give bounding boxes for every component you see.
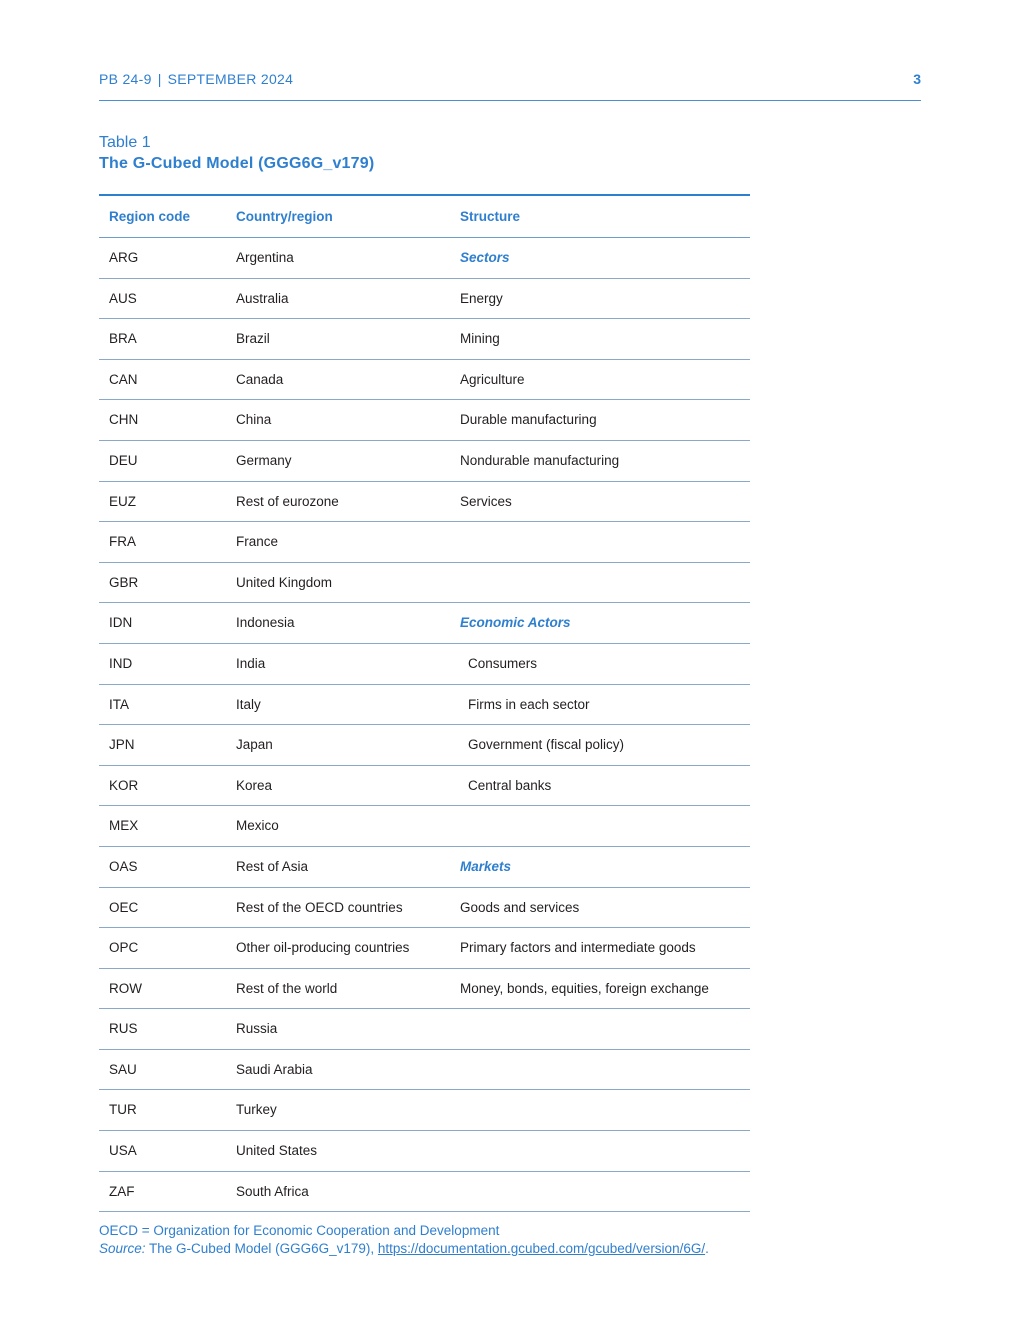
country-cell: Indonesia (236, 615, 295, 631)
table-row (99, 766, 750, 807)
country-cell: Rest of Asia (236, 858, 309, 874)
table-row (99, 725, 750, 766)
table-row (99, 279, 750, 320)
abbreviation-note: OECD = Organization for Economic Cooperation and Development (99, 1223, 500, 1238)
region-code-cell: ITA (109, 696, 129, 712)
region-code-cell: AUS (109, 290, 137, 306)
region-code-cell: RUS (109, 1021, 138, 1037)
table-row (99, 360, 750, 401)
structure-cell: Money, bonds, equities, foreign exchange (460, 980, 709, 996)
structure-cell: Central banks (468, 777, 552, 793)
table-row (99, 563, 750, 604)
structure-cell: Mining (460, 331, 500, 347)
region-code-cell: SAU (109, 1061, 137, 1077)
column-header-country: Country/region (236, 209, 333, 224)
table-row (99, 969, 750, 1010)
table-row (99, 400, 750, 441)
region-code-cell: CHN (109, 412, 139, 428)
country-cell: India (236, 655, 266, 671)
country-cell: China (236, 412, 272, 428)
region-code-cell: IND (109, 655, 133, 671)
table-row (99, 1090, 750, 1131)
country-cell: Korea (236, 777, 273, 793)
structure-cell: Nondurable manufacturing (460, 452, 620, 468)
country-cell: Russia (236, 1021, 278, 1037)
country-cell: United States (236, 1143, 318, 1159)
table-row (99, 644, 750, 685)
structure-cell: Agriculture (460, 371, 525, 387)
region-code-cell: IDN (109, 615, 133, 631)
country-cell: France (236, 534, 279, 550)
region-code-cell: EUZ (109, 493, 136, 509)
source-text: The G-Cubed Model (GGG6G_v179), (145, 1241, 378, 1256)
structure-cell: Goods and services (460, 899, 580, 915)
column-header-structure: Structure (460, 209, 521, 224)
country-cell: Saudi Arabia (236, 1061, 313, 1077)
region-code-cell: CAN (109, 371, 138, 387)
region-code-cell: TUR (109, 1102, 137, 1118)
country-cell: Japan (236, 737, 273, 753)
publication-date: SEPTEMBER 2024 (167, 71, 294, 87)
structure-cell: Government (fiscal policy) (468, 737, 625, 753)
source-label: Source: (99, 1241, 146, 1256)
region-code-cell: OPC (109, 940, 139, 956)
region-code-cell: MEX (109, 818, 139, 834)
table-row (99, 319, 750, 360)
country-cell: Rest of eurozone (236, 493, 339, 509)
model-table (99, 194, 750, 1212)
country-cell: Australia (236, 290, 289, 306)
structure-cell: Primary factors and intermediate goods (460, 940, 696, 956)
source-end: . (705, 1241, 709, 1256)
table-row (99, 1050, 750, 1091)
country-cell: Italy (236, 696, 261, 712)
country-cell: Rest of the world (236, 980, 338, 996)
publication-code: PB 24-9 (99, 71, 152, 87)
country-cell: South Africa (236, 1183, 309, 1199)
table-notes (99, 1222, 709, 1258)
table-row (99, 522, 750, 563)
header-publication (99, 71, 293, 87)
structure-cell: Economic Actors (460, 615, 571, 631)
structure-cell: Sectors (460, 250, 510, 265)
table-row (99, 482, 750, 523)
structure-cell: Firms in each sector (468, 696, 590, 712)
page-number: 3 (913, 71, 921, 87)
table-row (99, 238, 750, 279)
country-cell: Canada (236, 371, 284, 387)
table-row (99, 847, 750, 888)
table-row (99, 888, 750, 929)
table-title: The G-Cubed Model (GGG6G_v179) (99, 155, 375, 172)
region-code-cell: DEU (109, 452, 138, 468)
source-note (99, 1240, 709, 1258)
table-row (99, 441, 750, 482)
country-cell: Brazil (236, 331, 270, 347)
country-cell: Turkey (236, 1102, 277, 1118)
table-body (99, 238, 750, 1212)
country-cell: Mexico (236, 818, 279, 834)
column-header-region-code: Region code (109, 209, 191, 224)
region-code-cell: JPN (109, 737, 135, 753)
region-code-cell: FRA (109, 534, 136, 550)
table-row (99, 603, 750, 644)
country-cell: United Kingdom (236, 574, 333, 590)
region-code-cell: ROW (109, 980, 142, 996)
table-row (99, 1131, 750, 1172)
table-row (99, 928, 750, 969)
region-code-cell: BRA (109, 331, 137, 347)
source-link[interactable]: https://documentation.gcubed.com/gcubed/version/6G/ (377, 1241, 706, 1256)
table-header-row (99, 196, 750, 238)
structure-cell: Durable manufacturing (460, 412, 597, 428)
table-row (99, 1009, 750, 1050)
country-cell: Rest of the OECD countries (236, 899, 403, 915)
structure-cell: Services (460, 493, 512, 509)
page-header (99, 71, 921, 101)
table-row (99, 806, 750, 847)
region-code-cell: OAS (109, 858, 138, 874)
region-code-cell: GBR (109, 574, 139, 590)
region-code-cell: KOR (109, 777, 139, 793)
region-code-cell: ZAF (109, 1183, 135, 1199)
header-separator: | (157, 71, 162, 87)
country-cell: Germany (236, 452, 292, 468)
region-code-cell: OEC (109, 899, 139, 915)
structure-cell: Consumers (468, 655, 538, 671)
region-code-cell: ARG (109, 250, 139, 265)
country-cell: Argentina (236, 250, 294, 265)
table-label: Table 1 (99, 134, 151, 151)
structure-cell: Energy (460, 290, 503, 306)
country-cell: Other oil-producing countries (236, 940, 410, 956)
region-code-cell: USA (109, 1143, 137, 1159)
table-row (99, 685, 750, 726)
table-row (99, 1172, 750, 1213)
structure-cell: Markets (460, 858, 512, 874)
